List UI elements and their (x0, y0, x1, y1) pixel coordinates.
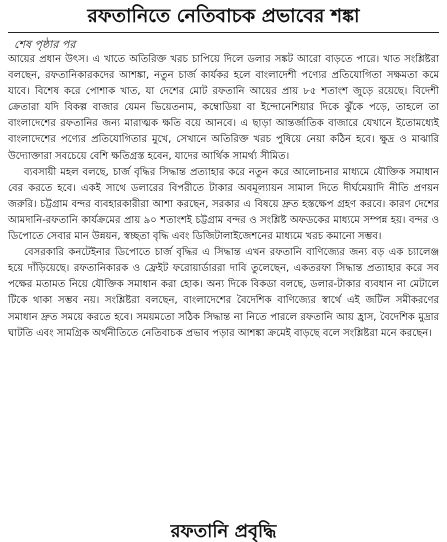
article-body (8, 52, 439, 342)
headline-divider (8, 32, 439, 33)
next-headline-fragment: রফতানি প্রবৃদ্ধি (170, 521, 277, 542)
continuation-label: শেষ পৃষ্ঠার পর (14, 38, 76, 51)
next-article-cutoff (0, 521, 447, 542)
article-paragraph-1: আয়ের প্রধান উৎস। এ খাতে অতিরিক্ত খরচ চাপিয়ে দিলে ডলার সঙ্কট আরো বাড়তে পারে। খাত সংশ্লিষ্টরা বলছেন, রফতানিকারকদের আশঙ্কা, নতুন চার্জ কার্যকর হলে বাংলাদেশী পণ্যের প্রতিযোগিতা সক্ষমতা কমে যাবে। বিশেষ করে পোশাক খাত, যা দেশের মোট রফতানি আয়ের প্রায় ৮৫ শতাংশ জুড়ে রয়েছে। বিদেশী ক্রেতারা যদি বিকল্প বাজার যেমন ভিয়েতনাম, কম্বোডিয়া বা ইন্দোনেশিয়ার দিকে ঝুঁকে পড়ে, তাহলে তা বাংলাদেশের রফতানির জন্য মারাত্মক ক্ষতি বয়ে আনবে। এ ছাড়া আন্তর্জাতিক বাজারে যেখানে ইতোমধ্যেই বাংলাদেশের পণ্যের প্রতিযোগিতার মুখে, সেখানে অতিরিক্ত খরচ পুষিয়ে নেয়া কঠিন হবে। ক্ষুদ্র ও মাঝারি উদ্যোক্তারা সবচেয়ে বেশি ক্ষতিগ্রস্ত হবেন, যাদের আর্থিক সামর্থ্য সীমিত। (8, 54, 439, 162)
article-paragraph-3: বেসরকারি কনটেইনার ডিপোতে চার্জ বৃদ্ধির এ সিদ্ধান্ত এখন রফতানি বাণিজ্যের জন্য বড় এক চ্যালেঞ্জ হয়ে দাঁড়িয়েছে। রফতানিকারক ও ফ্রেইট ফরোয়ার্ডাররা দাবি তুলেছেন, একতরফা সিদ্ধান্ত প্রত্যাহার করে সব পক্ষের মতামত নিয়ে যৌক্তিক সমাধান করা হোক। অন্য দিকে বিকডা বলছে, ডলার-টাকার ব্যবধান না মেটালে টিকে থাকা সম্ভব নয়। সংশ্লিষ্টরা বলছেন, বাংলাদেশের বৈদেশিক বাণিজ্যের স্বার্থে এই জটিল সমীকরণের সমাধান দ্রুত সময়ে করতে হবে। সময়মতো সঠিক সিদ্ধান্ত না নিতে পারলে রফতানি আয় হ্রাস, বৈদেশিক মুদ্রার ঘাটতি এবং সামগ্রিক অর্থনীতিতে নেতিবাচক প্রভাব পড়ার আশঙ্কা ক্রমেই বাড়ছে বলে সংশ্লিষ্টরা মনে করছেন। (8, 247, 439, 339)
article-headline: রফতানিতে নেতিবাচক প্রভাবের শঙ্কা (87, 5, 360, 27)
article-paragraph-2: ব্যবসায়ী মহল বলছে, চার্জ বৃদ্ধির সিদ্ধান্ত প্রত্যাহার করে নতুন করে আলোচনার মাধ্যমে যৌক্তিক সমাধান বের করতে হবে। একই সাথে ডলারের বিপরীতে টাকার অবমূল্যায়ন সামাল দিতে দীর্ঘমেয়াদি নীতি প্রণয়ন জরুরি। চট্টগ্রাম বন্দর ব্যবহারকারীরা আশা করছেন, সরকার এ বিষয়ে দ্রুত হস্তক্ষেপ গ্রহণ করবে। কারণ দেশের আমদানি-রফতানি কার্যক্রমের প্রায় ৯০ শতাংশই চট্টগ্রাম বন্দর ও সংশ্লিষ্ট অফডকের মাধ্যমে সম্পন্ন হয়। বন্দর ও ডিপোতে সেবার মান উন্নয়ন, স্বচ্ছতা বৃদ্ধি এবং ডিজিটালাইজেশনের মাধ্যমে খরচ কমানো সম্ভব। (8, 166, 439, 243)
